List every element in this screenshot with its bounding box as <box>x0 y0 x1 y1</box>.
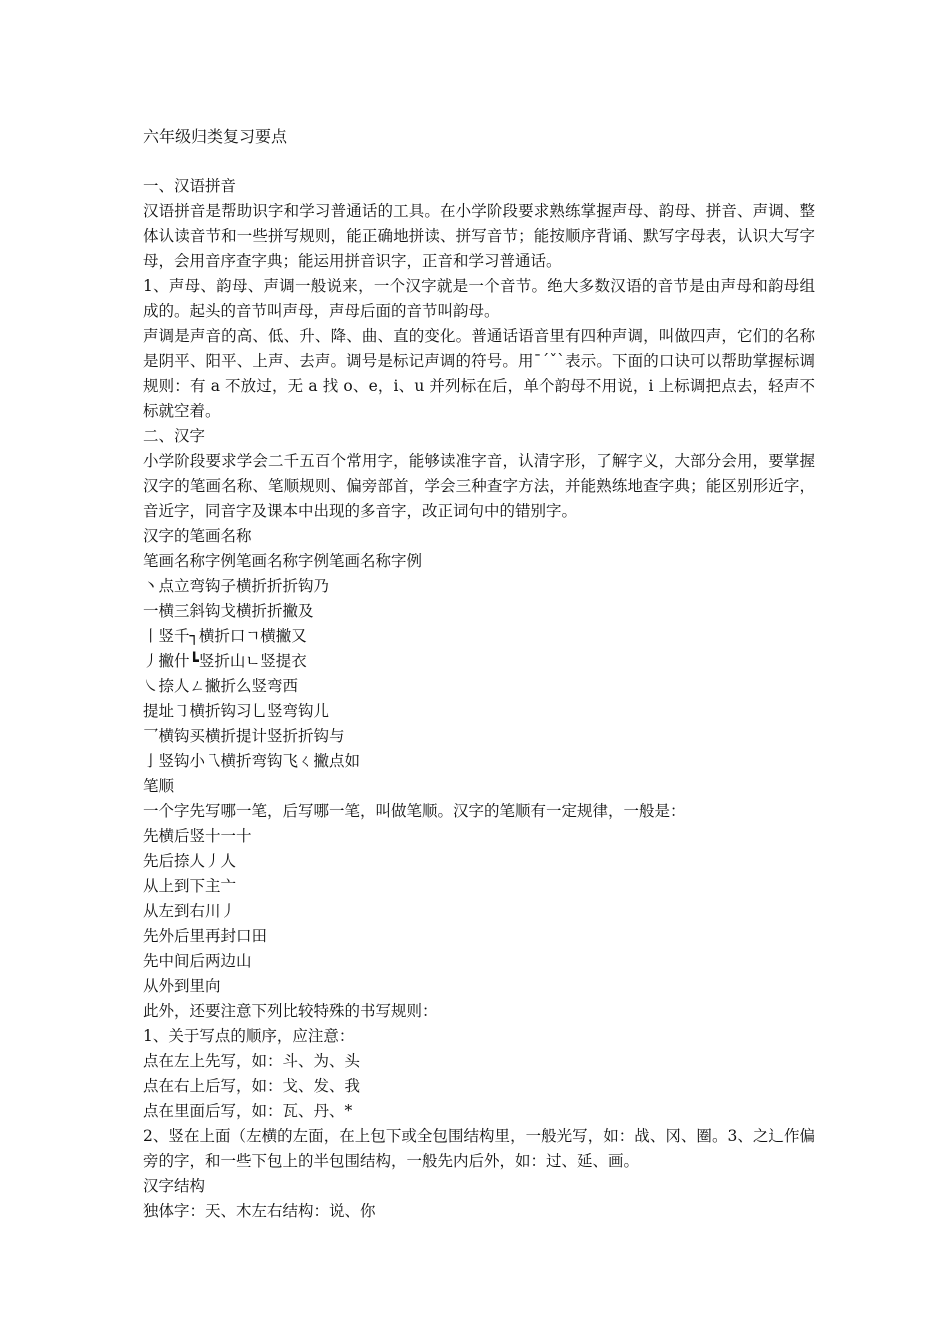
hanzi-intro-paragraph: 小学阶段要求学会二千五百个常用字，能够读准字音，认清字形，了解字义，大部分会用，要掌握汉字的笔画名称、笔顺规则、偏旁部首，学会三种查字方法，并能熟练地查字典；能区别形近字，音近字，同音字及课本中出现的多音字，改正词句中的错别字。 <box>143 452 815 520</box>
vertical-stroke-paragraph: 2、竖在上面（左横的左面，在上包下或全包围结构里，一般光写，如：战、冈、圈。3、之⻌作偏旁的字，和一些下包上的半包围结构，一般先内后外，如：过、延、画。 <box>143 1127 815 1170</box>
strokes-table-row: 提址㇆横折钩习乚竖弯钩儿 <box>143 702 330 720</box>
section-heading-pinyin: 一、汉语拼音 <box>143 177 237 195</box>
special-rules-intro: 此外，还要注意下列比较特殊的书写规则： <box>143 1002 438 1020</box>
strokes-table-row: 乛横钩买横折提计竖折折钩与 <box>143 727 345 745</box>
pinyin-intro-paragraph: 汉语拼音是帮助识字和学习普通话的工具。在小学阶段要求熟练掌握声母、韵母、拼音、声调、整体认读音节和一些拼写规则，能正确地拼读、拼写音节；能按顺序背诵、默写字母表，认识大写字母，会用音序查字典；能运用拼音识字，正音和学习普通话。 <box>143 202 815 270</box>
strokes-heading: 汉字的笔画名称 <box>143 527 252 545</box>
dot-order-rule: 点在右上后写，如：戈、发、我 <box>143 1077 361 1095</box>
dot-order-rule: 点在里面后写，如：瓦、丹、* <box>143 1102 353 1120</box>
dot-order-heading: 1、关于写点的顺序，应注意： <box>143 1027 355 1045</box>
document-page <box>143 124 815 1224</box>
strokes-table-header: 笔画名称字例笔画名称字例笔画名称字例 <box>143 552 423 570</box>
stroke-order-rule: 先中间后两边山 <box>143 952 252 970</box>
stroke-order-rule: 从上到下主亠 <box>143 877 237 895</box>
initials-finals-paragraph: 1、声母、韵母、声调一般说来，一个汉字就是一个音节。绝大多数汉语的音节是由声母和韵母组成的。起头的音节叫声母，声母后面的音节叫韵母。 <box>143 277 815 320</box>
structure-heading: 汉字结构 <box>143 1177 206 1195</box>
tones-paragraph: 声调是声音的高、低、升、降、曲、直的变化。普通话语音里有四种声调，叫做四声，它们的名称是阴平、阳平、上声、去声。调号是标记声调的符号。用ˉˊˇˋ表示。下面的口诀可以帮助掌握标调规则：有 a 不放过，无 a 找 o、e，i、u 并列标在后，单个韵母不用说，i 上标调把点去，轻声不标就空着。 <box>143 327 815 420</box>
stroke-order-rule: 先横后竖十一十 <box>143 827 252 845</box>
stroke-order-rule: 先后捺人丿人 <box>143 852 237 870</box>
structure-examples: 独体字：天、木左右结构：说、你 <box>143 1202 376 1220</box>
strokes-table-row: 丨竖千┐横折口ㄱ横撇又 <box>143 627 307 645</box>
stroke-order-rule: 先外后里再封口田 <box>143 927 268 945</box>
strokes-table-row: ㇏捺人ㄥ撇折么竖弯西 <box>143 677 299 695</box>
document-title: 六年级归类复习要点 <box>143 127 288 146</box>
dot-order-rule: 点在左上先写，如：斗、为、头 <box>143 1052 361 1070</box>
strokes-table-row: 丶点立弯钩子横折折折钩乃 <box>143 577 330 595</box>
stroke-order-heading: 笔顺 <box>143 777 175 795</box>
stroke-order-rule: 从外到里向 <box>143 977 221 995</box>
stroke-order-rule: 从左到右川丿 <box>143 902 237 920</box>
stroke-order-intro: 一个字先写哪一笔，后写哪一笔，叫做笔顺。汉字的笔顺有一定规律，一般是： <box>143 802 686 820</box>
strokes-table-row: 丿撇什┗竖折山ㄴ竖提衣 <box>143 652 307 670</box>
strokes-table-row: 亅竖钩小乁横折弯钩飞ㄑ撇点如 <box>143 752 361 770</box>
section-heading-hanzi: 二、汉字 <box>143 427 206 445</box>
strokes-table-row: 一横三斜钩戈横折折撇及 <box>143 602 314 620</box>
